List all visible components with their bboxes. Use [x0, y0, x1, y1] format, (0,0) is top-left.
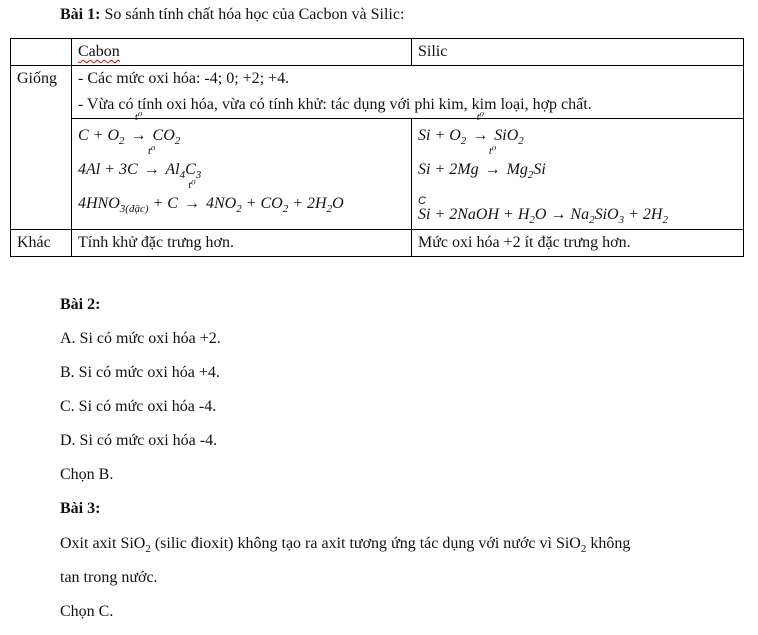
stray-char: C	[418, 195, 426, 207]
silic-reaction-3: Si + 2NaOH + $H_2O \to Na_2SiO_3 + 2H_2$	[418, 206, 668, 227]
bai3-label: Bài 3:	[60, 500, 101, 517]
comparison-table	[10, 38, 744, 257]
table-header-row	[11, 39, 744, 66]
khac-carbon-cell: Tính khử đặc trưng hơn.	[72, 230, 412, 257]
header-cabon	[72, 39, 412, 66]
header-empty-cell	[11, 39, 72, 66]
giong-common-cell	[72, 66, 744, 119]
bai3-text-c: không	[586, 535, 631, 552]
silic-reactions-cell	[412, 111, 744, 230]
khac-silic-cell: Mức oxi hóa +2 ít đặc trưng hơn.	[412, 230, 744, 257]
bai3-paragraph-line1	[60, 535, 630, 555]
heat-arrow-icon: t⁰ →	[143, 145, 160, 178]
bai1-heading	[60, 6, 404, 24]
bai2-option-c: C. Si có mức oxi hóa -4.	[60, 398, 217, 415]
bai2-label: Bài 2:	[60, 296, 101, 313]
carbon-reaction-2: 4Al + 3C t⁰ → $Al_4C_3$	[78, 145, 202, 182]
table-row-reactions	[11, 119, 744, 230]
bai2-heading	[60, 296, 100, 314]
silic-reaction-1: $Si + O_2$ t⁰ → SiO$_2$	[418, 111, 524, 148]
table-row-khac	[11, 230, 744, 257]
bai3-sub1: 2	[145, 543, 151, 556]
giong-line-2: - Vừa có tính oxi hóa, vừa có tính khử: tác dụng với phi kim, kim loại, hợp chất.	[78, 96, 592, 113]
bai3-heading	[60, 500, 100, 518]
carbon-reaction-3: $4HNO_{3(đặc)} + C$ t⁰ → $4NO_2 + CO_2 + 2H_2O$	[78, 179, 344, 216]
silic-reaction-2: Si + 2Mg t⁰ → $Mg_2Si$	[418, 145, 546, 182]
bai2-option-a: A. Si có mức oxi hóa +2.	[60, 330, 221, 347]
bai2-option-b: B. Si có mức oxi hóa +4.	[60, 364, 220, 381]
header-cabon-text: Cabon	[78, 43, 120, 60]
bai3-text-a: Oxit axit SiO	[60, 535, 146, 552]
silic-reaction-3-wrap	[418, 195, 743, 229]
heat-arrow-icon: t⁰ →	[183, 179, 200, 212]
heat-arrow-icon: t⁰ →	[130, 111, 147, 144]
bai3-paragraph-line2: tan trong nước.	[60, 569, 158, 586]
row-label-khac: Khác	[11, 230, 72, 257]
bai2-option-d: D. Si có mức oxi hóa -4.	[60, 432, 218, 449]
bai2-answer: Chọn B.	[60, 466, 114, 483]
carbon-reactions-cell	[72, 111, 412, 230]
heat-arrow-icon: t⁰ →	[472, 111, 489, 144]
bai1-text: So sánh tính chất hóa học của Cacbon và Silic:	[100, 6, 405, 23]
carbon-reaction-1: $C + O_2$ t⁰ → $CO_2$	[78, 111, 181, 148]
table-row-giong	[11, 66, 744, 119]
bai3-answer: Chọn C.	[60, 603, 114, 620]
giong-line-1: - Các mức oxi hóa: -4; 0; +2; +4.	[78, 70, 290, 87]
row-label-giong: Giống	[11, 66, 72, 230]
bai3-text-b: (silic đioxit) không tạo ra axit tương ứng tác dụng với nước vì SiO	[150, 535, 581, 552]
heat-arrow-icon: t⁰ →	[484, 145, 501, 178]
bai3-sub2: 2	[580, 543, 587, 556]
header-silic: Silic	[412, 39, 744, 66]
bai1-label: Bài 1:	[60, 6, 101, 23]
